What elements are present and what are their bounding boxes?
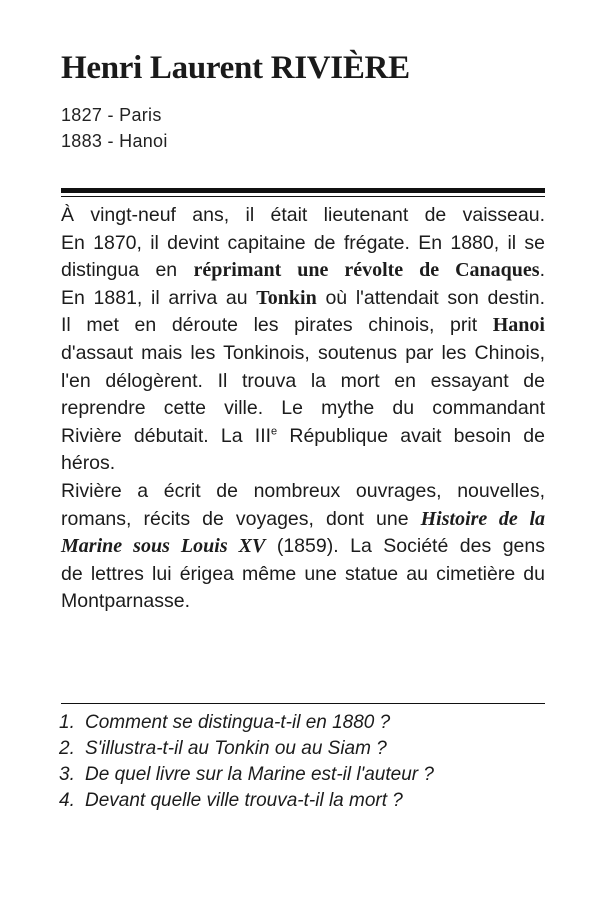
page-title: Henri Laurent RIVIÈRE <box>61 50 410 86</box>
text-line: Rivière a écrit de nombreux ouvrages, nouvelles, <box>61 479 545 502</box>
text-line: À vingt-neuf ans, il était lieutenant de vaisseau. <box>61 204 545 226</box>
text-line: Montparnasse. <box>61 590 190 613</box>
text-line: reprendre cette ville. Le mythe du commandant <box>61 397 545 420</box>
biography-text <box>61 202 545 616</box>
question-item: 2. S'illustra-t-il au Tonkin ou au Siam ? <box>59 738 387 759</box>
birth-date: 1827 - Paris <box>61 105 162 125</box>
text-line: héros. <box>61 452 116 475</box>
text-line: En 1870, il devint capitaine de frégate. En 1880, il se <box>61 231 545 254</box>
highlight-book-title: Histoire de la <box>420 507 545 530</box>
life-dates <box>61 102 545 154</box>
text-line: l'en délogèrent. Il trouva la mort en essayant de <box>61 369 545 392</box>
text-line: distingua en réprimant une révolte de Canaques. <box>61 259 545 282</box>
highlight-hanoi: Hanoi <box>492 314 545 337</box>
highlight-tonkin: Tonkin <box>256 286 317 309</box>
text-line: d'assaut mais les Tonkinois, soutenus par les Chinois, <box>61 341 545 364</box>
text-line: de lettres lui érigea même une statue au cimetière du <box>61 562 545 585</box>
document-page <box>59 48 545 811</box>
text-line: Il met en déroute les pirates chinois, prit Hanoi <box>61 314 545 337</box>
text-line: Rivière débutait. La IIIe République avait besoin de <box>61 424 545 447</box>
header-divider-thin <box>61 196 545 197</box>
header-divider-thick <box>61 188 545 193</box>
highlight-book-title-cont: Marine sous Louis XV <box>61 535 266 558</box>
text-line: Marine sous Louis XV (1859). La Société des gens <box>61 535 545 558</box>
question-item: 4. Devant quelle ville trouva-t-il la mort ? <box>59 790 403 811</box>
question-item: 1. Comment se distingua-t-il en 1880 ? <box>59 712 391 733</box>
text-line: romans, récits de voyages, dont une Histoire de la <box>61 507 545 530</box>
highlight-revolt: réprimant une révolte de Canaques <box>193 259 540 282</box>
question-list <box>59 710 545 814</box>
question-item: 3. De quel livre sur la Marine est-il l'auteur ? <box>59 764 434 785</box>
questions-divider <box>61 703 545 704</box>
text-line: En 1881, il arriva au Tonkin où l'attendait son destin. <box>61 286 545 309</box>
death-date: 1883 - Hanoi <box>61 131 168 151</box>
